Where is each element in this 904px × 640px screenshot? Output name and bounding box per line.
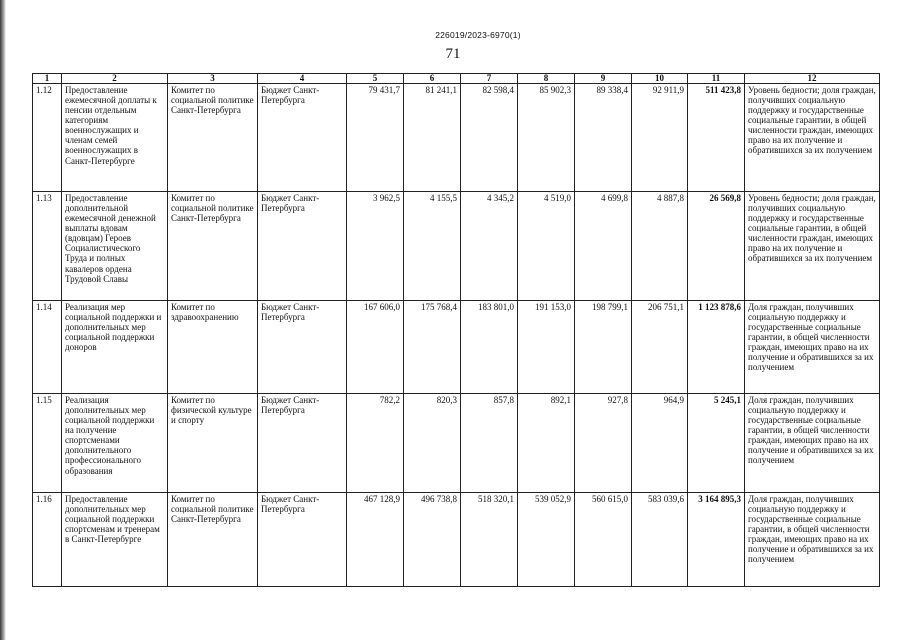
column-header: 1 [33,74,62,84]
amount-total: 5 245,1 [688,394,745,493]
funding-source: Бюджет Санкт-Петербурга [258,301,347,394]
indicator: Доля граждан, получивших социальную поддержку и государственные социальные гарантии, в общей численности граждан, имеющих право на их получение и обратившихся за их получением [745,493,880,587]
table-row [33,394,880,493]
measure-name: Реализация мер социальной поддержки и дополнительных мер социальной поддержки доноров [62,301,168,394]
column-header: 3 [168,74,258,84]
document-id: 226019/2023-6970(1) [435,30,521,40]
amount-col6: 820,3 [404,394,461,493]
executor: Комитет по здравоохранению [168,301,258,394]
column-header: 8 [518,74,575,84]
amount-col5: 467 128,9 [347,493,404,587]
amount-col10: 92 911,9 [632,84,688,192]
column-header: 9 [575,74,632,84]
amount-col5: 3 962,5 [347,192,404,301]
row-number: 1.15 [33,394,62,493]
measure-name: Предоставление дополнительных мер социальной поддержки спортсменам и тренерам в Санкт-Петербурге [62,493,168,587]
executor: Комитет по социальной политике Санкт-Петербурга [168,192,258,301]
amount-col10: 583 039,6 [632,493,688,587]
amount-col8: 892,1 [518,394,575,493]
amount-total: 26 569,8 [688,192,745,301]
amount-col8: 85 902,3 [518,84,575,192]
amount-col7: 183 801,0 [461,301,518,394]
amount-total: 1 123 878,6 [688,301,745,394]
amount-col5: 167 606,0 [347,301,404,394]
executor: Комитет по социальной политике Санкт-Петербурга [168,84,258,192]
amount-col9: 927,8 [575,394,632,493]
indicator: Уровень бедности; доля граждан, получивших социальную поддержку и государственные социальные гарантии, в общей численности граждан, имеющих право на их получение и обратившихся за их получением [745,84,880,192]
column-header: 2 [62,74,168,84]
measure-name: Реализация дополнительных мер социальной поддержки на получение спортсменами дополнительного профессионального образования [62,394,168,493]
column-header: 10 [632,74,688,84]
indicator: Уровень бедности; доля граждан, получивших социальную поддержку и государственные социальные гарантии, в общей численности граждан, имеющих право на их получение и обратившихся за их получением [745,192,880,301]
amount-col9: 198 799,1 [575,301,632,394]
executor: Комитет по физической культуре и спорту [168,394,258,493]
column-header: 12 [745,74,880,84]
amount-col9: 4 699,8 [575,192,632,301]
amount-col7: 518 320,1 [461,493,518,587]
table-row [33,301,880,394]
column-header: 4 [258,74,347,84]
page-number: 71 [445,46,461,62]
scan-edge-shadow [0,0,6,640]
column-header: 6 [404,74,461,84]
row-number: 1.16 [33,493,62,587]
amount-col8: 539 052,9 [518,493,575,587]
measure-name: Предоставление ежемесячной доплаты к пенсии отдельным категориям военнослужащих и членам семей военнослужащих в Санкт-Петербурге [62,84,168,192]
measure-name: Предоставление дополнительной ежемесячной денежной выплаты вдовам (вдовцам) Героев Социалистического Труда и полных кавалеров ордена Трудовой Славы [62,192,168,301]
amount-col6: 175 768,4 [404,301,461,394]
funding-source: Бюджет Санкт-Петербурга [258,84,347,192]
column-header: 5 [347,74,404,84]
amount-col9: 89 338,4 [575,84,632,192]
amount-total: 3 164 895,3 [688,493,745,587]
amount-col8: 4 519,0 [518,192,575,301]
amount-col7: 4 345,2 [461,192,518,301]
amount-col5: 79 431,7 [347,84,404,192]
table-row [33,84,880,192]
column-header: 11 [688,74,745,84]
table-row [33,192,880,301]
amount-col7: 857,8 [461,394,518,493]
row-number: 1.13 [33,192,62,301]
table-row [33,493,880,587]
row-number: 1.12 [33,84,62,192]
amount-col6: 4 155,5 [404,192,461,301]
amount-total: 511 423,8 [688,84,745,192]
amount-col6: 81 241,1 [404,84,461,192]
funding-source: Бюджет Санкт-Петербурга [258,192,347,301]
amount-col8: 191 153,0 [518,301,575,394]
executor: Комитет по социальной политике Санкт-Петербурга [168,493,258,587]
amount-col7: 82 598,4 [461,84,518,192]
amount-col9: 560 615,0 [575,493,632,587]
indicator: Доля граждан, получивших социальную поддержку и государственные социальные гарантии, в общей численности граждан, имеющих право на их получение и обратившихся за их получением [745,301,880,394]
amount-col5: 782,2 [347,394,404,493]
indicator: Доля граждан, получивших социальную поддержку и государственные социальные гарантии, в общей численности граждан, имеющих право на их получение и обратившихся за их получением [745,394,880,493]
amount-col10: 4 887,8 [632,192,688,301]
program-measures-table [32,73,880,587]
table-header-row [33,74,880,84]
amount-col10: 206 751,1 [632,301,688,394]
row-number: 1.14 [33,301,62,394]
funding-source: Бюджет Санкт-Петербурга [258,394,347,493]
column-header: 7 [461,74,518,84]
funding-source: Бюджет Санкт-Петербурга [258,493,347,587]
amount-col10: 964,9 [632,394,688,493]
amount-col6: 496 738,8 [404,493,461,587]
